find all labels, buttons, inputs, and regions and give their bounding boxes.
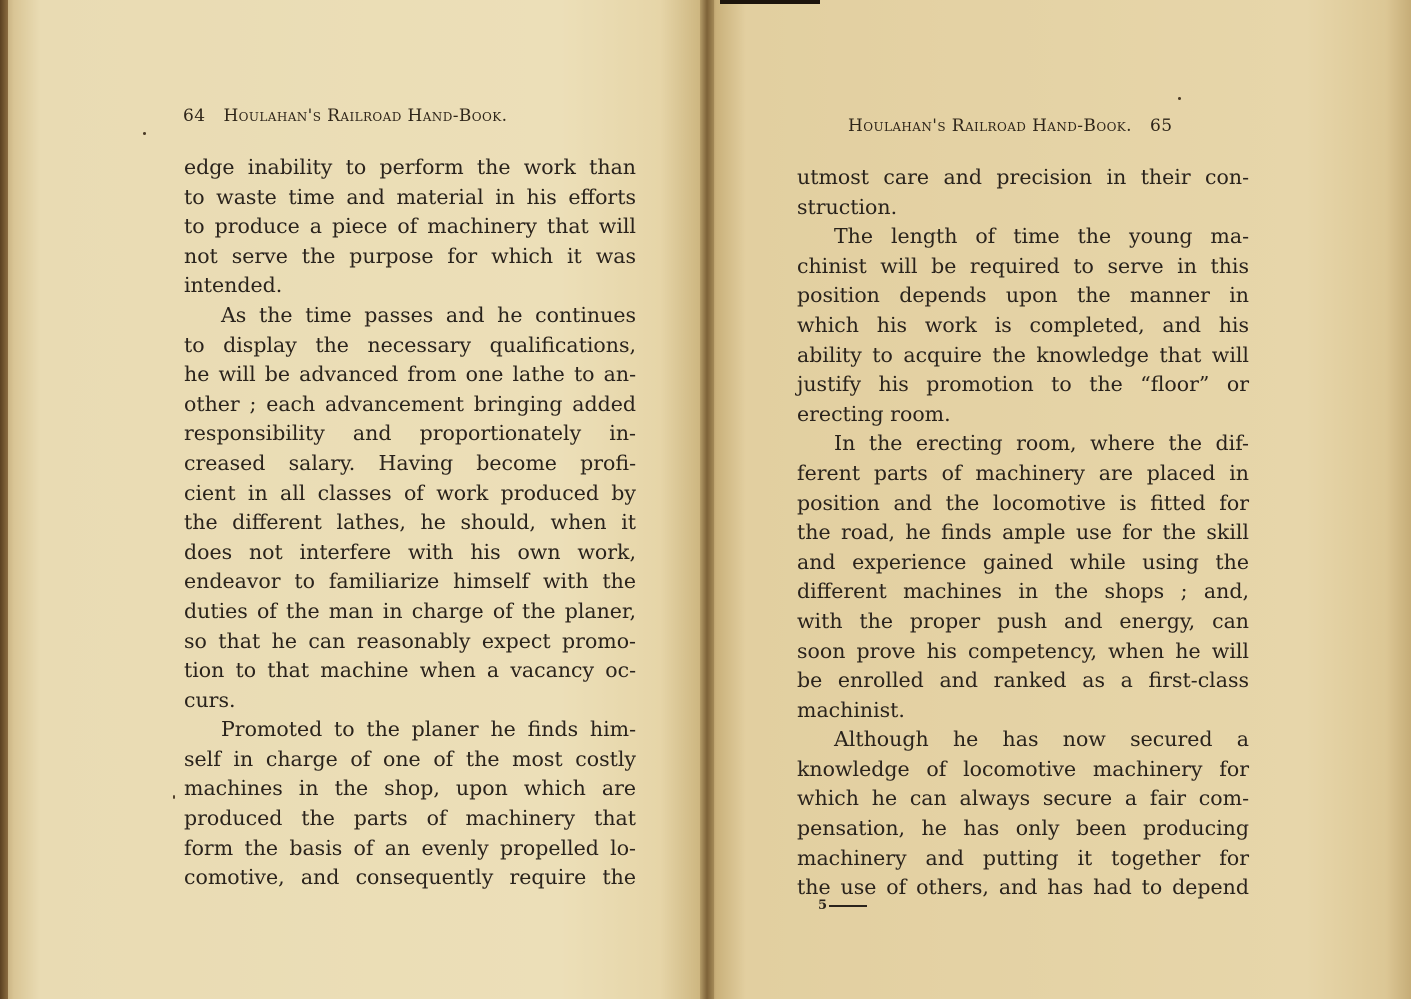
left-running-head [183, 106, 507, 126]
text-line: ferent parts of machinery are placed in [797, 460, 1249, 485]
text-line: the road, he finds ample use for the skill [797, 520, 1249, 545]
text-line: comotive, and consequently require the [184, 865, 636, 890]
text-line: and experience gained while using the [797, 549, 1249, 574]
text-line: Although he has now secured a [834, 727, 1249, 752]
text-line: to produce a piece of machinery that will [184, 214, 636, 239]
signature-rule [829, 905, 867, 907]
text-line: utmost care and precision in their con- [797, 165, 1249, 189]
text-line: does not interfere with his own work, [184, 539, 636, 564]
text-line: justify his promotion to the “floor” or [797, 372, 1249, 397]
text-line: As the time passes and he continues [221, 302, 636, 327]
text-line: soon prove his competency, when he will [797, 638, 1249, 663]
text-line: the use of others, and has had to depend [797, 875, 1249, 900]
text-line: machines in the shop, upon which are [184, 776, 636, 801]
text-line: curs. [184, 687, 236, 712]
text-line: intended. [184, 273, 283, 298]
left-book-edge [0, 0, 8, 999]
text-line: form the basis of an evenly propelled lo- [184, 835, 636, 860]
text-line: to display the necessary qualifications, [184, 332, 636, 357]
text-line: chinist will be required to serve in this [797, 253, 1249, 278]
text-line: other ; each advancement bringing added [184, 391, 636, 416]
text-line: In the erecting room, where the dif- [834, 431, 1249, 456]
book-gutter [700, 0, 714, 999]
text-line: the different lathes, he should, when it [184, 510, 636, 535]
text-line: edge inability to perform the work than [184, 155, 636, 179]
text-line: knowledge of locomotive machinery for [797, 756, 1249, 781]
right-running-title: Houlahan's Railroad Hand-Book. [848, 116, 1132, 136]
left-running-title: Houlahan's Railroad Hand-Book. [223, 106, 508, 126]
text-line: different machines in the shops ; and, [797, 579, 1249, 604]
text-line: erecting room. [797, 401, 951, 426]
signature-mark [818, 898, 867, 913]
text-line: not serve the purpose for which it was [184, 243, 636, 268]
right-page-number: 65 [1149, 116, 1173, 136]
text-line: so that he can reasonably expect promo- [184, 628, 636, 653]
text-line: self in charge of one of the most costly [184, 746, 636, 771]
text-line: machinist. [797, 697, 905, 722]
text-line: endeavor to familiarize himself with the [184, 569, 636, 594]
right-running-head [848, 116, 1172, 136]
text-line: be enrolled and ranked as a first-class [797, 668, 1249, 693]
text-line: with the proper push and energy, can [797, 608, 1249, 633]
paper-speck [143, 132, 146, 135]
text-line: position and the locomotive is fitted for [797, 490, 1249, 515]
left-body-text [184, 153, 636, 893]
text-line: duties of the man in charge of the planer, [184, 598, 636, 623]
right-body-text [797, 163, 1249, 903]
text-line: to waste time and material in his efforts [184, 184, 636, 209]
text-line: which he can always secure a fair com- [797, 786, 1249, 811]
text-line: creased salary. Having become profi- [184, 450, 636, 475]
text-line: The length of time the young ma- [834, 224, 1249, 249]
paper-speck [173, 795, 175, 799]
top-edge-shadow [720, 0, 820, 4]
text-line: cient in all classes of work produced by [184, 480, 636, 505]
text-line: ability to acquire the knowledge that will [797, 342, 1249, 367]
text-line: pensation, he has only been producing [797, 816, 1249, 841]
text-line: which his work is completed, and his [797, 312, 1249, 337]
text-line: position depends upon the manner in [797, 283, 1249, 308]
paper-speck [1178, 97, 1181, 100]
text-line: tion to that machine when a vacancy oc- [184, 658, 636, 683]
text-line: he will be advanced from one lathe to an- [184, 362, 636, 387]
text-line: produced the parts of machinery that [184, 806, 636, 831]
text-line: machinery and putting it together for [797, 845, 1249, 870]
text-line: responsibility and proportionately in- [184, 421, 636, 446]
text-line: Promoted to the planer he finds him- [221, 717, 636, 742]
text-line: struction. [797, 194, 898, 219]
left-page-number: 64 [183, 106, 206, 126]
signature-number: 5 [818, 898, 828, 913]
